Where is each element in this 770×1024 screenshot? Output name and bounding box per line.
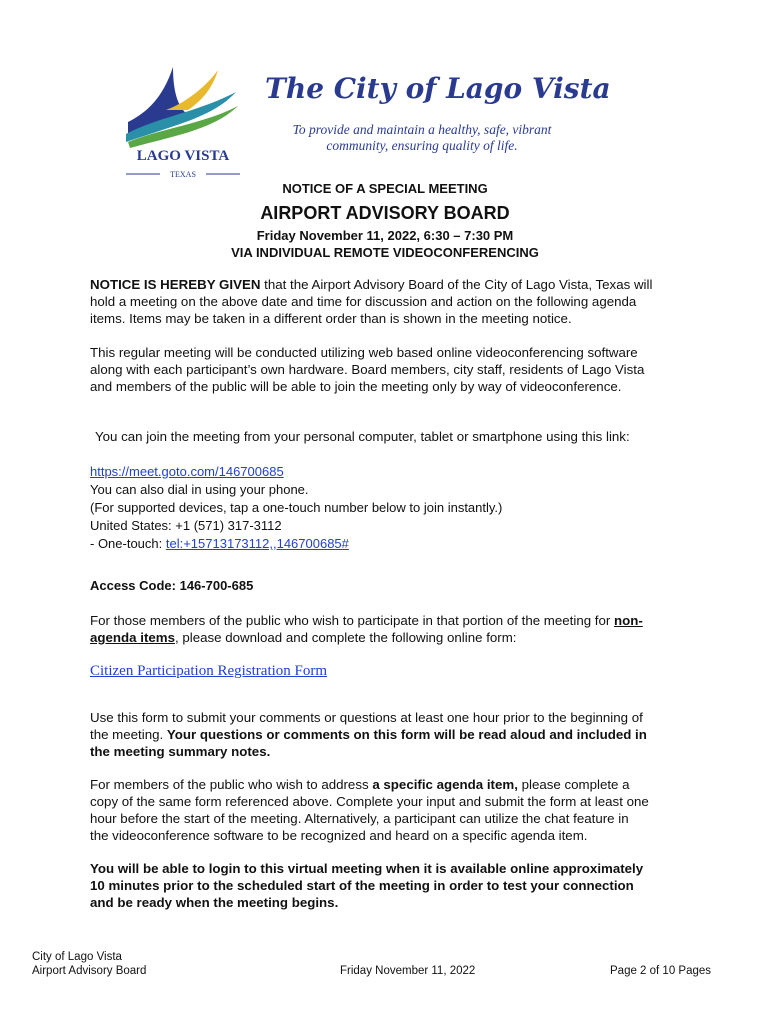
tagline-line: community, ensuring quality of life. <box>326 138 518 153</box>
footer-org: City of Lago Vista <box>32 951 122 963</box>
paragraph-regular-meeting <box>90 344 690 395</box>
meeting-when <box>0 227 770 261</box>
text: hold a meeting on the above date and time for discussion and action on the following agenda <box>90 294 637 309</box>
city-logo <box>118 62 248 182</box>
access-code: Access Code: 146-700-685 <box>90 578 254 593</box>
text: You will be able to login to this virtual meeting when it is available online approximately <box>90 861 644 876</box>
footer-board: Airport Advisory Board <box>32 965 147 977</box>
paragraph-non-agenda <box>90 612 690 646</box>
text: agenda items <box>90 630 175 645</box>
text: please complete a <box>517 777 630 792</box>
text: Your questions or comments on this form will be read aloud and included in <box>166 727 647 742</box>
text: Use this form to submit your comments or questions at least one hour prior to the beginning of <box>90 710 643 725</box>
text: the meeting. <box>90 727 167 742</box>
text: the meeting summary notes. <box>90 744 271 759</box>
tagline-line: To provide and maintain a healthy, safe, vibrant <box>292 122 552 137</box>
text: that the Airport Advisory Board of the City of Lago Vista, Texas will <box>260 277 653 292</box>
text: For those members of the public who wish to participate in that portion of the meeting for <box>90 613 615 628</box>
text: - One-touch: <box>90 536 166 551</box>
notice-type: NOTICE OF A SPECIAL MEETING <box>282 181 488 196</box>
footer-left <box>32 950 146 978</box>
logo-graphic <box>118 62 248 182</box>
text: This regular meeting will be conducted utilizing web based online videoconferencing software <box>90 345 638 360</box>
text: items. Items may be taken in a different order than is shown in the meeting notice. <box>90 311 572 326</box>
paragraph-notice <box>90 276 690 327</box>
text: and be ready when the meeting begins. <box>90 895 339 910</box>
meeting-venue: VIA INDIVIDUAL REMOTE VIDEOCONFERENCING <box>231 245 539 260</box>
text: 10 minutes prior to the scheduled start of the meeting in order to test your connection <box>90 878 634 893</box>
one-touch-link[interactable]: tel:+15713173112,,146700685# <box>165 536 349 551</box>
join-text: You can join the meeting from your personal computer, tablet or smartphone using this link: <box>95 429 630 444</box>
text: along with each participant’s own hardware. Board members, city staff, residents of Lago Vista <box>90 362 645 377</box>
city-title: The City of Lago Vista <box>265 72 611 105</box>
meeting-date-time: Friday November 11, 2022, 6:30 – 7:30 PM <box>256 228 514 243</box>
text: For members of the public who wish to address <box>90 777 373 792</box>
board-title: AIRPORT ADVISORY BOARD <box>260 203 510 223</box>
logo-subtext: TEXAS <box>170 170 196 179</box>
text: (For supported devices, tap a one-touch number below to join instantly.) <box>90 500 503 515</box>
paragraph-login <box>90 860 690 911</box>
text: hour before the start of the meeting. Alternatively, a participant can utilize the chat feature in <box>90 811 629 826</box>
dial-in-block <box>90 463 502 553</box>
text: , please download and complete the following online form: <box>174 630 517 645</box>
footer-date: Friday November 11, 2022 <box>340 965 476 977</box>
paragraph-form-use <box>90 709 690 760</box>
text: the videoconference software to be recognized and heard on a specific agenda item. <box>90 828 588 843</box>
notice-bold: NOTICE IS HEREBY GIVEN <box>90 277 261 292</box>
tagline <box>262 122 582 154</box>
phone-number: United States: +1 (571) 317-3112 <box>90 518 282 533</box>
meeting-link[interactable]: https://meet.goto.com/146700685 <box>90 464 284 479</box>
citizen-form-link[interactable]: Citizen Participation Registration Form <box>90 663 328 679</box>
paragraph-agenda-item <box>90 776 690 844</box>
text: and members of the public will be able to join the meeting only by way of videoconference. <box>90 379 622 394</box>
text: a specific agenda item, <box>372 777 518 792</box>
text: copy of the same form referenced above. Complete your input and submit the form at least one <box>90 794 649 809</box>
footer-page: Page 2 of 10 Pages <box>610 965 712 977</box>
text: non- <box>614 613 643 628</box>
logo-text: LAGO VISTA <box>136 148 230 164</box>
text: You can also dial in using your phone. <box>90 482 309 497</box>
